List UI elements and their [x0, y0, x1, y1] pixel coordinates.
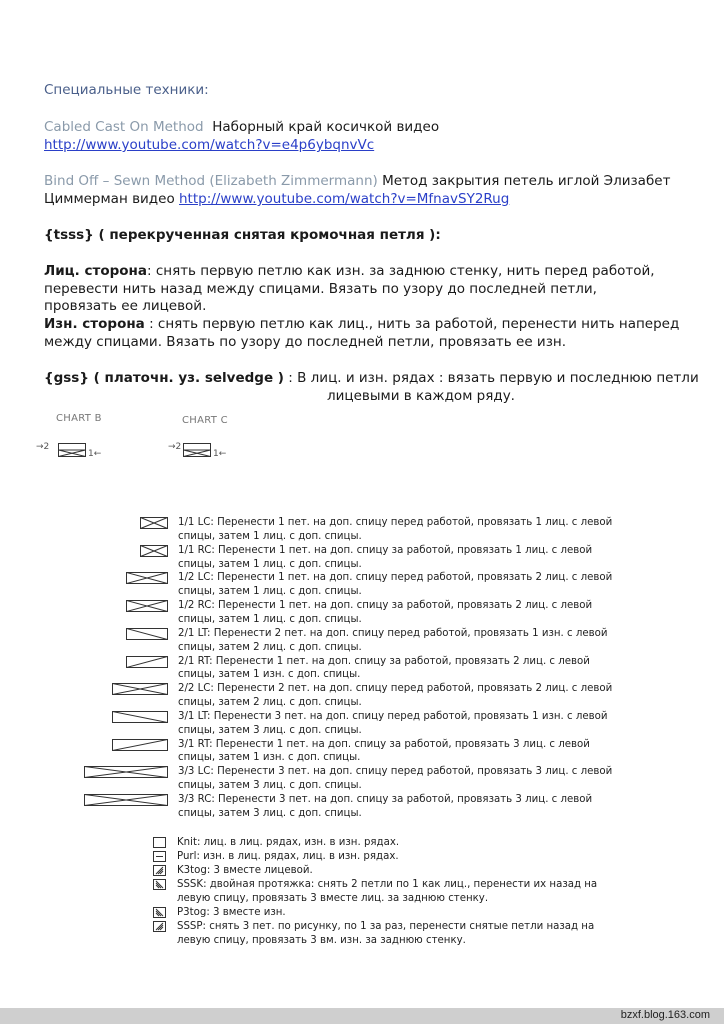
- cable-legend-line-1: [178, 793, 592, 807]
- stitch-legend-line-1: [177, 906, 286, 920]
- cable-code: 1/2 RC:: [178, 600, 218, 612]
- cable-desc-1: Перенести 3 пет. на доп. спицу перед работой, провязать 1 изн. с левой: [213, 710, 608, 722]
- bind-off-video-link[interactable]: http://www.youtube.com/watch?v=MfnavSY2Rug: [179, 191, 510, 207]
- cable-legend-line-2: спицы, затем 1 лиц. с доп. спицы.: [178, 586, 362, 598]
- cable-symbol-icon: [126, 656, 168, 668]
- chart-b-grid: [58, 443, 86, 457]
- cable-code: 1/1 LC:: [178, 517, 218, 528]
- cable-symbol-icon: [84, 766, 168, 778]
- stitch-code: SSSP:: [177, 921, 210, 932]
- cable-legend-line-2: спицы, затем 1 изн. с доп. спицы.: [178, 752, 361, 764]
- stitch-legend-line-1: [177, 878, 597, 892]
- rs-line-1: [44, 262, 655, 280]
- cable-legend-line-2: спицы, затем 3 лиц. с доп. спицы.: [178, 724, 362, 736]
- cable-code: 2/1 RT:: [178, 655, 216, 667]
- rs-line-3: провязать ее лицевой.: [44, 298, 207, 314]
- cable-legend-line-2: спицы, затем 1 лиц. с доп. спицы.: [178, 530, 362, 542]
- bind-off-desc-2: Циммерман видео: [44, 191, 175, 207]
- cable-legend-line-2: спицы, затем 2 лиц. с доп. спицы.: [178, 641, 362, 653]
- p3tog-symbol-icon: [153, 907, 166, 918]
- chart-c-label: CHART C: [182, 415, 228, 426]
- cable-legend-line-2: спицы, затем 3 лиц. с доп. спицы.: [178, 807, 362, 819]
- cable-legend-line-1: [178, 765, 612, 779]
- cable-desc-1: Перенести 1 пет. на доп. спицу перед работой, провязать 1 лиц. с левой: [217, 517, 613, 528]
- footer-watermark: bzxf.blog.163.com: [620, 1009, 710, 1021]
- cable-desc-1: Перенести 3 пет. на доп. спицу перед работой, провязать 3 лиц. с левой: [217, 766, 613, 778]
- cable-symbol-icon: [126, 572, 168, 584]
- rs-line-2: перевести нить назад между спицами. Вязать по узору до последней петли,: [44, 281, 597, 297]
- cable-legend-line-2: спицы, затем 1 лиц. с доп. спицы.: [178, 613, 362, 625]
- bind-off-title: Bind Off – Sewn Method (Elizabeth Zimmermann): [44, 173, 378, 189]
- ws-line-1: [44, 315, 679, 333]
- bind-off-line-2: [44, 190, 509, 208]
- stitch-desc-1: 3 вместе изн.: [213, 907, 286, 918]
- bind-off-line: [44, 172, 670, 190]
- cable-legend-line-1: [178, 544, 592, 558]
- cable-legend-line-1: [178, 599, 592, 613]
- cable-code: 1/2 LC:: [178, 572, 218, 584]
- cable-code: 3/1 LT:: [178, 710, 214, 722]
- cable-symbol-icon: [112, 739, 168, 751]
- stitch-legend-line-1: [177, 836, 399, 850]
- stitch-desc-1: изн. в лиц. рядах, лиц. в изн. рядах.: [203, 851, 399, 862]
- bind-off-desc: Метод закрытия петель иглой Элизабет: [382, 173, 671, 189]
- stitch-desc-1: снять 3 пет. по рисунку, по 1 за раз, перенести снятые петли назад на: [209, 921, 595, 932]
- stitch-legend-line-1: [177, 850, 399, 864]
- ws-text-1: : снять первую петлю как лиц., нить за работой, перенести нить наперед: [144, 316, 680, 332]
- stitch-desc-1: 3 вместе лицевой.: [213, 865, 313, 876]
- cable-legend-line-2: спицы, затем 3 лиц. с доп. спицы.: [178, 780, 362, 792]
- cable-code: 2/2 LC:: [178, 683, 218, 695]
- cable-desc-1: Перенести 2 пет. на доп. спицу перед работой, провязать 1 изн. с левой: [213, 627, 608, 639]
- sssp-symbol-icon: [153, 921, 166, 932]
- cabled-video-link[interactable]: http://www.youtube.com/watch?v=e4p6ybqnvVc: [44, 137, 375, 153]
- rs-text-1: : снять первую петлю как изн. за заднюю стенку, нить перед работой,: [146, 263, 655, 279]
- chart-b-label: CHART B: [56, 413, 102, 424]
- stitch-legend-line-2: левую спицу, провязать 3 вместе лиц. за заднюю стенку.: [177, 893, 489, 904]
- k3tog-symbol-icon: [153, 865, 166, 876]
- cable-desc-1: Перенести 1 пет. на доп. спицу за работой, провязать 3 лиц. с левой: [215, 738, 590, 750]
- cable-symbol-icon: [140, 545, 168, 557]
- cable-code: 3/3 LC:: [178, 766, 218, 778]
- chart-c-row-right: 1←: [213, 449, 227, 459]
- gss-line-1: [44, 369, 699, 387]
- cable-legend-line-1: [178, 710, 608, 724]
- chart-c-grid: [183, 443, 211, 457]
- cable-legend-line-1: [178, 682, 612, 696]
- cable-legend-line-1: [178, 738, 590, 752]
- cable-code: 3/1 RT:: [178, 738, 216, 750]
- ws-line-2: между спицами. Вязать по узору до последней петли, провязать ее изн.: [44, 334, 566, 350]
- stitch-desc-1: двойная протяжка: снять 2 петли по 1 как лиц., перенести их назад на: [209, 879, 598, 890]
- stitch-code: Knit:: [177, 837, 204, 848]
- cable-symbol-icon: [84, 794, 168, 806]
- stitch-legend-line-1: [177, 920, 594, 934]
- cable-symbol-icon: [112, 711, 168, 723]
- stitch-legend-line-2: левую спицу, провязать 3 вм. изн. за заднюю стенку.: [177, 935, 466, 946]
- gss-title: {gss} ( платочн. уз. selvedge ): [44, 370, 284, 386]
- cable-legend-line-1: [178, 627, 608, 641]
- cabled-desc: Наборный край косичкой видео: [212, 119, 440, 135]
- stitch-code: SSSK:: [177, 879, 210, 890]
- knit-symbol-icon: [153, 837, 166, 848]
- rs-label: Лиц. сторона: [44, 263, 147, 279]
- cable-legend-line-2: спицы, затем 1 лиц. с доп. спицы.: [178, 558, 362, 570]
- cabled-title: Cabled Cast On Method: [44, 119, 204, 135]
- ws-label: Изн. сторона: [44, 316, 145, 332]
- cable-symbol-icon: [126, 628, 168, 640]
- cable-desc-1: Перенести 1 пет. на доп. спицу за работой, провязать 1 лиц. с левой: [218, 544, 593, 556]
- stitch-code: P3tog:: [177, 907, 213, 918]
- cable-desc-1: Перенести 3 пет. на доп. спицу за работой, провязать 3 лиц. с левой: [218, 794, 593, 805]
- cable-legend-line-1: [178, 516, 612, 530]
- cable-legend-line-1: [178, 655, 590, 669]
- chart-b-row-left: →2: [36, 442, 50, 452]
- cable-legend-line-2: спицы, затем 2 лиц. с доп. спицы.: [178, 697, 362, 708]
- cable-symbol-icon: [112, 683, 168, 695]
- cable-desc-1: Перенести 2 пет. на доп. спицу перед работой, провязать 2 лиц. с левой: [217, 683, 613, 695]
- sssk-symbol-icon: [153, 879, 166, 890]
- cable-code: 1/1 RC:: [178, 544, 218, 556]
- gss-text-1: : В лиц. и изн. рядах : вязать первую и последнюю петли: [283, 370, 699, 386]
- cable-desc-1: Перенести 1 пет. на доп. спицу перед работой, провязать 2 лиц. с левой: [217, 572, 613, 584]
- section-heading: Специальные техники:: [44, 82, 209, 98]
- cable-desc-1: Перенести 1 пет. на доп. спицу за работой, провязать 2 лиц. с левой: [218, 600, 593, 612]
- cable-code: 3/3 RC:: [178, 794, 218, 805]
- cable-code: 2/1 LT:: [178, 627, 214, 639]
- stitch-desc-1: лиц. в лиц. рядах, изн. в изн. рядах.: [203, 837, 400, 848]
- gss-line-2: лицевыми в каждом ряду.: [327, 388, 515, 404]
- chart-b-row-right: 1←: [88, 449, 102, 459]
- cabled-cast-on-line: [44, 118, 439, 136]
- cable-legend-line-1: [178, 571, 612, 585]
- tsss-title: {tsss} ( перекрученная снятая кромочная петля ):: [44, 227, 441, 243]
- stitch-code: K3tog:: [177, 865, 214, 876]
- cable-symbol-icon: [140, 517, 168, 529]
- stitch-code: Purl:: [177, 851, 204, 862]
- stitch-legend-line-1: [177, 864, 313, 878]
- purl-symbol-icon: [153, 851, 166, 862]
- cable-desc-1: Перенести 1 пет. на доп. спицу за работой, провязать 2 лиц. с левой: [215, 655, 590, 667]
- cable-symbol-icon: [126, 600, 168, 612]
- chart-c-row-left: →2: [168, 442, 182, 452]
- footer-bar: [0, 1008, 724, 1024]
- cable-legend-line-2: спицы, затем 1 изн. с доп. спицы.: [178, 669, 361, 681]
